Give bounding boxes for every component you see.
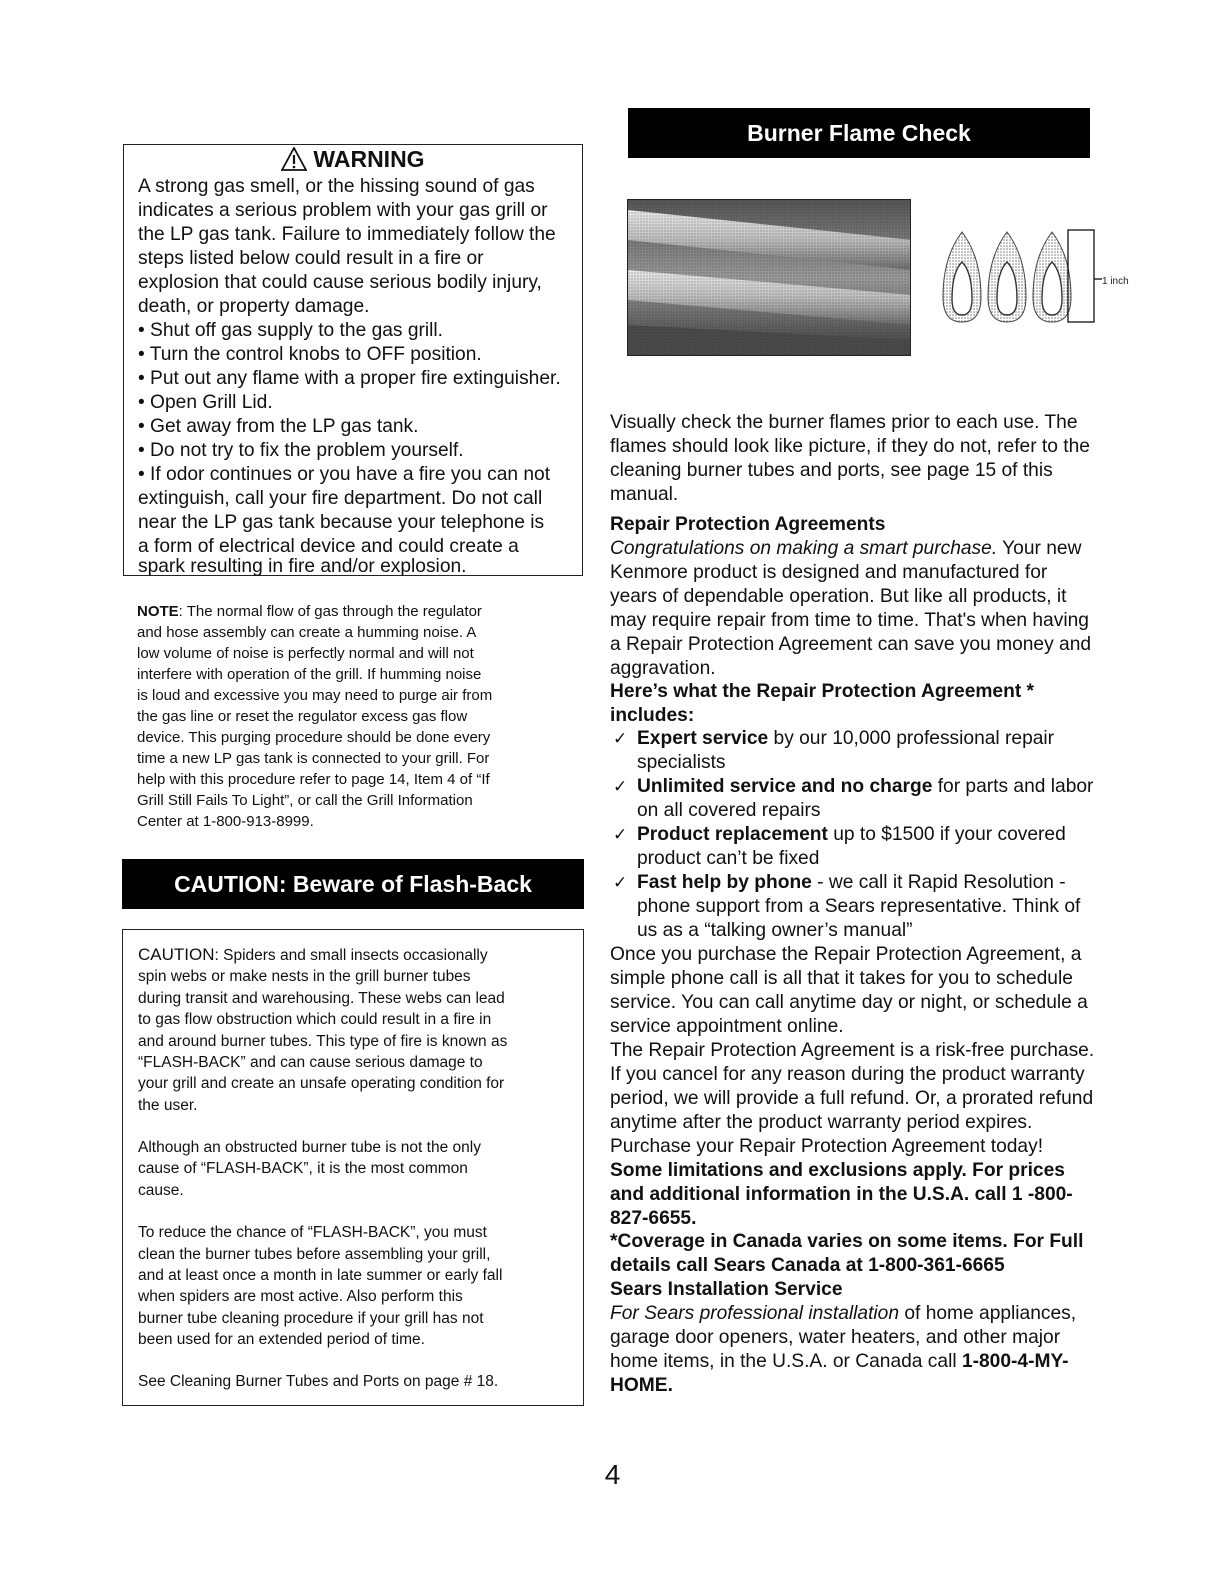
caution-line: See Cleaning Burner Tubes and Ports on page # 18. xyxy=(138,1373,499,1390)
warning-line: steps listed below could result in a fire or xyxy=(138,248,484,269)
rpa-item-text: - we call it Rapid Resolution - xyxy=(811,872,1066,893)
rpa-text-line: Once you purchase the Repair Protection Agreement, a xyxy=(610,944,1082,965)
note-line xyxy=(137,601,482,622)
warning-line: extinguish, call your fire department. Do not call xyxy=(138,488,543,509)
flame-diagram-image xyxy=(940,227,1140,327)
flame-diagram xyxy=(940,227,1140,327)
rpa-text-line: service. You can call anytime day or night, or schedule a xyxy=(610,992,1088,1013)
warning-line: the LP gas tank. Failure to immediately follow the xyxy=(138,224,556,245)
caution-line: cause of “FLASH-BACK”, it is the most common xyxy=(138,1160,468,1177)
rpa-intro-line: may require repair from time to time. That's when having xyxy=(610,610,1089,631)
caution-line: cause. xyxy=(138,1182,184,1199)
install-phone-end: HOME. xyxy=(610,1375,673,1396)
caution-line: and at least once a month in late summer or early fall xyxy=(138,1267,503,1284)
note-line: interfere with operation of the grill. If humming noise xyxy=(137,666,482,683)
rpa-includes-heading: Here’s what the Repair Protection Agreement * xyxy=(610,681,1035,702)
rpa-intro-line: Kenmore product is designed and manufactured for xyxy=(610,562,1048,583)
rpa-intro-line: years of dependable operation. But like all products, it xyxy=(610,586,1067,607)
caution-line: burner tube cleaning procedure if your grill has not xyxy=(138,1310,484,1327)
rpa-item-bold: Fast help by phone xyxy=(637,872,812,893)
rpa-item-cont: phone support from a Sears representative. Think of xyxy=(637,896,1081,917)
rpa-item-cont: on all covered repairs xyxy=(637,800,821,821)
note-line: Center at 1-800-913-8999. xyxy=(137,813,314,830)
rpa-includes-heading: includes: xyxy=(610,705,695,726)
flame-text-line: manual. xyxy=(610,484,679,505)
rpa-intro-line: aggravation. xyxy=(610,658,716,679)
note-line: is loud and excessive you may need to purge air from xyxy=(137,687,493,704)
warning-bullet: • Turn the control knobs to OFF position. xyxy=(138,344,482,365)
flame-text-line: cleaning burner tubes and ports, see page 15 of this xyxy=(610,460,1053,481)
rpa-text-line: simple phone call is all that it takes for you to schedule xyxy=(610,968,1073,989)
caution-line: your grill and create an unsafe operating condition for xyxy=(138,1075,505,1092)
rpa-item xyxy=(637,823,1066,847)
check-icon: ✓ xyxy=(613,873,628,892)
install-line xyxy=(610,1350,1069,1374)
caution-line: to gas flow obstruction which could result in a fire in xyxy=(138,1011,492,1028)
warning-bullet: • Shut off gas supply to the gas grill. xyxy=(138,320,444,341)
install-phone: 1-800-4-MY- xyxy=(961,1351,1069,1372)
rpa-bold-line: *Coverage in Canada varies on some items. For Full xyxy=(610,1231,1084,1252)
flame-check-banner: Burner Flame Check xyxy=(628,108,1090,158)
sears-installation-heading: Sears Installation Service xyxy=(610,1279,843,1300)
one-inch-bracket xyxy=(1068,230,1094,322)
note-line: help with this procedure refer to page 14, Item 4 of “If xyxy=(137,771,490,788)
rpa-item-cont: product can’t be fixed xyxy=(637,848,820,869)
caution-line: and around burner tubes. This type of fire is known as xyxy=(138,1033,508,1050)
rpa-item-text: up to $1500 if your covered xyxy=(827,824,1066,845)
warning-line: indicates a serious problem with your gas grill or xyxy=(138,200,548,221)
flame-text-line: flames should look like picture, if they do not, refer to the xyxy=(610,436,1090,457)
rpa-text-line: If you cancel for any reason during the product warranty xyxy=(610,1064,1085,1085)
page-number: 4 xyxy=(604,1459,621,1490)
caution-line: spin webs or make nests in the grill burner tubes xyxy=(138,968,471,985)
caution-line xyxy=(138,944,488,966)
warning-line: A strong gas smell, or the hissing sound of gas xyxy=(138,176,535,197)
check-icon: ✓ xyxy=(613,729,628,748)
note-label: NOTE xyxy=(137,603,179,620)
rpa-item xyxy=(637,727,1054,751)
install-line xyxy=(610,1302,1076,1326)
rpa-item xyxy=(637,871,1066,895)
rpa-bold-line: details call Sears Canada at 1-800-361-6665 xyxy=(610,1255,1005,1276)
rpa-intro-line xyxy=(610,537,1081,561)
burner-photo-image xyxy=(628,200,911,356)
install-italic: For Sears professional installation xyxy=(610,1303,900,1324)
caution-label: CAUTION xyxy=(138,945,215,964)
rpa-item-bold: Unlimited service and no charge xyxy=(637,776,933,797)
check-icon: ✓ xyxy=(613,825,628,844)
warning-bullet: • Open Grill Lid. xyxy=(138,392,273,413)
rpa-intro-rest: Your new xyxy=(997,538,1082,559)
rpa-text-line: The Repair Protection Agreement is a risk-free purchase. xyxy=(610,1040,1095,1061)
note-line: the gas line or reset the regulator excess gas flow xyxy=(137,708,468,725)
warning-bullet: • If odor continues or you have a fire you can not xyxy=(138,464,551,485)
note-line: Grill Still Fails To Light”, or call the Grill Information xyxy=(137,792,473,809)
note-line: low volume of noise is perfectly normal and will not xyxy=(137,645,474,662)
flame-cone-icon xyxy=(1033,232,1071,322)
rpa-bold-line: Some limitations and exclusions apply. For prices xyxy=(610,1160,1065,1181)
rpa-bold-line: and additional information in the U.S.A. call 1 -800- xyxy=(610,1184,1073,1205)
one-inch-label: 1 inch xyxy=(1102,276,1129,287)
burner-photo xyxy=(627,199,911,356)
rpa-item-cont: us as a “talking owner’s manual” xyxy=(637,920,913,941)
warning-bullet: • Put out any flame with a proper fire extinguisher. xyxy=(138,368,561,389)
warning-line: explosion that could cause serious bodily injury, xyxy=(138,272,542,293)
install-last-plain: home items, in the U.S.A. or Canada call xyxy=(610,1351,962,1372)
install-line: garage door openers, water heaters, and other major xyxy=(610,1327,1061,1348)
rpa-heading: Repair Protection Agreements xyxy=(610,514,886,535)
rpa-intro-line: a Repair Protection Agreement can save you money and xyxy=(610,634,1092,655)
caution-text: : Spiders and small insects occasionally xyxy=(214,947,488,964)
rpa-item-text: for parts and labor xyxy=(932,776,1094,797)
caution-line: “FLASH-BACK” and can cause serious damage to xyxy=(138,1054,483,1071)
warning-bullet: • Do not try to fix the problem yourself. xyxy=(138,440,464,461)
caution-banner: CAUTION: Beware of Flash-Back xyxy=(122,859,584,909)
warning-line: spark resulting in fire and/or explosion. xyxy=(138,556,467,577)
warning-title xyxy=(124,146,582,173)
note-line: device. This purging procedure should be done every xyxy=(137,729,491,746)
warning-line: a form of electrical device and could create a xyxy=(138,536,519,557)
rpa-text-line: anytime after the product warranty period expires. xyxy=(610,1112,1033,1133)
rpa-text-line: Purchase your Repair Protection Agreement today! xyxy=(610,1136,1044,1157)
check-icon: ✓ xyxy=(613,777,628,796)
note-line: and hose assembly can create a humming noise. A xyxy=(137,624,477,641)
rpa-text-line: period, we will provide a full refund. Or, a prorated refund xyxy=(610,1088,1094,1109)
rpa-item-bold: Expert service xyxy=(637,728,769,749)
rpa-item xyxy=(637,775,1093,799)
flame-cone-icon xyxy=(943,232,981,322)
rpa-item-bold: Product replacement xyxy=(637,824,828,845)
flame-cone-icon xyxy=(988,232,1026,322)
rpa-bold-line: 827-6655. xyxy=(610,1208,697,1229)
caution-line: Although an obstructed burner tube is not the only xyxy=(138,1139,481,1156)
install-rest: of home appliances, xyxy=(899,1303,1077,1324)
rpa-item-text: by our 10,000 professional repair xyxy=(768,728,1055,749)
note-line: time a new LP gas tank is connected to your grill. For xyxy=(137,750,490,767)
caution-line: been used for an extended period of time. xyxy=(138,1331,425,1348)
rpa-intro-italic: Congratulations on making a smart purchase. xyxy=(610,538,998,559)
warning-title-text: WARNING xyxy=(313,146,425,172)
warning-bullet: • Get away from the LP gas tank. xyxy=(138,416,419,437)
note-text: : The normal flow of gas through the regulator xyxy=(178,603,482,620)
caution-line: To reduce the chance of “FLASH-BACK”, you must xyxy=(138,1224,487,1241)
caution-line: clean the burner tubes before assembling your grill, xyxy=(138,1246,491,1263)
rpa-item-cont: specialists xyxy=(637,752,726,773)
caution-line: the user. xyxy=(138,1097,198,1114)
caution-line: when spiders are most active. Also perform this xyxy=(138,1288,463,1305)
flame-text-line: Visually check the burner flames prior to each use. The xyxy=(610,412,1078,433)
rpa-text-line: service appointment online. xyxy=(610,1016,844,1037)
warning-line: death, or property damage. xyxy=(138,296,370,317)
warning-line: near the LP gas tank because your telephone is xyxy=(138,512,545,533)
caution-line: during transit and warehousing. These webs can lead xyxy=(138,990,505,1007)
warning-triangle-icon xyxy=(281,147,307,171)
